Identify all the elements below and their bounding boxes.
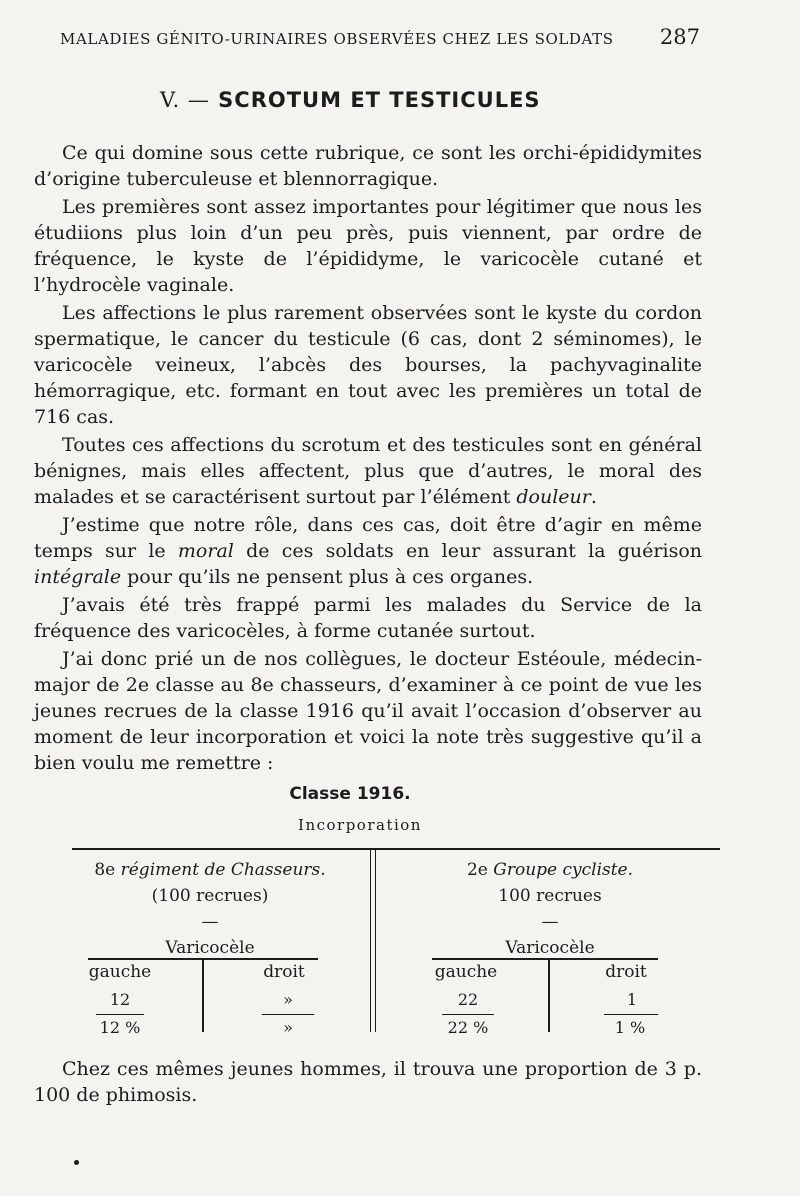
table-title: Classe 1916. <box>289 784 411 804</box>
right-gauche-underline <box>442 1014 494 1015</box>
left-col-gauche: gauche <box>88 962 152 982</box>
paragraph <box>34 432 702 510</box>
right-val-droit: 1 <box>626 990 638 1009</box>
left-col-droit: droit <box>263 962 305 982</box>
page-number: 287 <box>659 25 700 49</box>
text-run: J’estime que notre rôle, dans ces cas, doit être d’agir en même temps sur le <box>34 514 702 562</box>
paragraph: Les affections le plus rarement observées sont le kyste du cordon spermatique, le cancer du testicule (6 cas, dont 2 séminomes), le varicocèle veineux, l’abcès des bourses, la pachyvaginalite hémorragique, etc. formant en tout avec les premières un total de 716 cas. <box>34 302 702 428</box>
table-top-rule <box>72 848 720 850</box>
emphasis: intégrale <box>34 566 122 588</box>
right-category-brace <box>432 958 658 960</box>
section-title: SCROTUM ET TESTICULES <box>218 88 541 112</box>
running-title: MALADIES GÉNITO-URINAIRES OBSERVÉES CHEZ LES SOLDATS <box>60 30 614 48</box>
left-group-header <box>60 860 360 964</box>
right-droit-underline <box>604 1014 658 1015</box>
running-head <box>60 25 700 49</box>
left-pct-droit: » <box>283 1018 293 1037</box>
section-heading <box>160 88 541 112</box>
text-run: de ces soldats en leur assurant la guérison <box>233 540 702 562</box>
left-val-gauche: 12 <box>109 990 131 1009</box>
right-pct-droit: 1 % <box>614 1018 646 1037</box>
right-unit <box>400 860 700 886</box>
right-col-droit: droit <box>605 962 647 982</box>
closing-paragraph: Chez ces mêmes jeunes hommes, il trouva une proportion de 3 p. 100 de phimosis. <box>34 1058 702 1106</box>
right-unit-ordinal: 2e <box>466 860 488 880</box>
right-dash: — <box>541 912 559 932</box>
text-run: Toutes ces affections du scrotum et des testicules sont en général bénignes, mais elles affectent, plus que d’autres, le moral des malades et se caractérisent surtout par l’élément <box>34 434 702 508</box>
text-run: pour qu’ils ne pensent plus à ces organes. <box>121 566 534 588</box>
emphasis: moral <box>177 540 234 562</box>
table-subtitle: Incorporation <box>298 816 422 834</box>
paragraph <box>34 512 702 590</box>
table-center-double-rule <box>370 848 376 1032</box>
closing-text <box>34 1056 702 1108</box>
left-split-rule <box>202 958 204 1032</box>
right-pct-gauche: 22 % <box>447 1018 489 1037</box>
right-category: Varicocèle <box>505 938 595 958</box>
paragraph: Ce qui domine sous cette rubrique, ce sont les orchi-épididymites d’origine tuberculeuse et blennorragique. <box>34 142 702 190</box>
left-unit <box>60 860 360 886</box>
left-category: Varicocèle <box>165 938 255 958</box>
right-split-rule <box>548 958 550 1032</box>
right-col-gauche: gauche <box>434 962 498 982</box>
right-group-header <box>400 860 700 964</box>
left-unit-name: régiment de Chasseurs. <box>115 860 326 880</box>
section-number: V. — <box>160 88 210 112</box>
left-recruits: (100 recrues) <box>151 886 269 906</box>
left-val-droit: » <box>283 990 293 1009</box>
body-text <box>34 140 702 776</box>
print-speck <box>74 1160 79 1165</box>
paragraph: J’avais été très frappé parmi les malades du Service de la fréquence des varicocèles, à forme cutanée surtout. <box>34 594 702 642</box>
left-gauche-underline <box>96 1014 144 1015</box>
left-pct-gauche: 12 % <box>99 1018 141 1037</box>
text-run: . <box>590 486 597 508</box>
paragraph: J’ai donc prié un de nos collègues, le docteur Estéoule, médecin-major de 2e classe au 8e chasseurs, d’examiner à ce point de vue les jeunes recrues de la classe 1916 qu’il avait l’occasion d’observer au moment de leur incorporation et voici la note très suggestive qu’il a bien voulu me remettre : <box>34 648 702 774</box>
emphasis: douleur <box>516 486 591 508</box>
right-recruits: 100 recrues <box>498 886 602 906</box>
right-val-gauche: 22 <box>457 990 479 1009</box>
paragraph: Les premières sont assez importantes pour légitimer que nous les étudiions plus loin d’un peu près, puis viennent, par ordre de fréquence, le kyste de l’épididyme, le varicocèle cutané et l’hydrocèle vaginale. <box>34 196 702 296</box>
left-droit-underline <box>262 1014 314 1015</box>
left-unit-ordinal: 8e <box>94 860 116 880</box>
right-unit-name: Groupe cycliste. <box>487 860 634 880</box>
left-dash: — <box>201 912 219 932</box>
